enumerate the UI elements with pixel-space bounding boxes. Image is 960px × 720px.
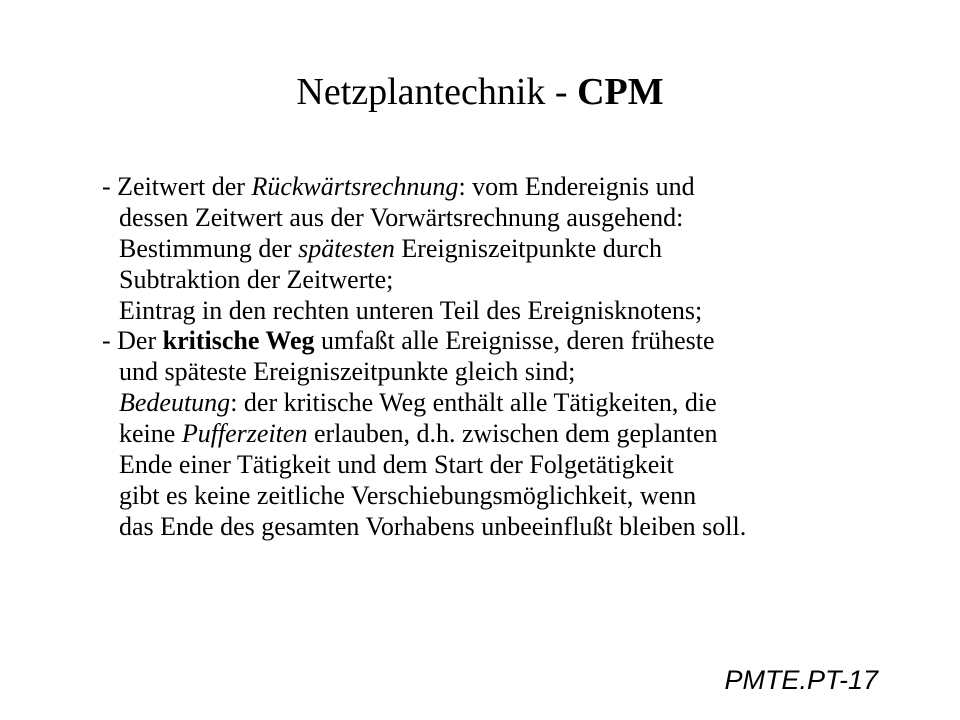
bold-kritischer-weg: kritische Weg [162,326,315,356]
emphasis-rueckwaertsrechnung: Rückwärtsrechnung [251,172,459,201]
text-line [102,326,922,357]
emphasis-pufferzeiten: Pufferzeiten [181,419,308,449]
text-line [102,234,922,265]
text-line: Ende einer Tätigkeit und dem Start der Folgetätigkeit [119,450,674,480]
text-segment: : der kritische Weg enthält alle Tätigkeiten, die [230,388,717,418]
text-line: gibt es keine zeitliche Verschiebungsmöglichkeit, wenn [119,480,697,510]
title-normal-part: Netzplantechnik - [296,71,578,113]
text-line [102,388,922,419]
text-segment: umfaßt alle Ereignisse, deren früheste [314,326,715,356]
text-segment: : vom Endereignis und [458,172,695,201]
text-line: dessen Zeitwert aus der Vorwärtsrechnung ausgehend: [119,202,684,232]
slide-code: PMTE.PT-17 [724,665,878,695]
title-bold-part: CPM [577,71,664,113]
text-segment: - Der [102,326,163,356]
text-line [102,419,922,450]
slide-title [0,68,960,116]
emphasis-bedeutung: Bedeutung [119,388,231,418]
text-segment: - Zeitwert der [102,172,252,201]
emphasis-spaetesten: spätesten [298,233,395,263]
slide-body [102,172,922,543]
text-line: das Ende des gesamten Vorhabens unbeeinflußt bleiben soll. [119,511,747,541]
text-line: Eintrag in den rechten unteren Teil des Ereignisknotens; [119,295,703,325]
text-line: Subtraktion der Zeitwerte; [119,264,394,294]
text-segment: Ereigniszeitpunkte durch [394,233,662,263]
text-segment: erlauben, d.h. zwischen dem geplanten [307,419,718,449]
text-line [102,172,922,203]
text-segment: Bestimmung der [119,233,299,263]
text-line: und späteste Ereigniszeitpunkte gleich sind; [119,357,576,387]
text-segment: keine [119,419,182,449]
